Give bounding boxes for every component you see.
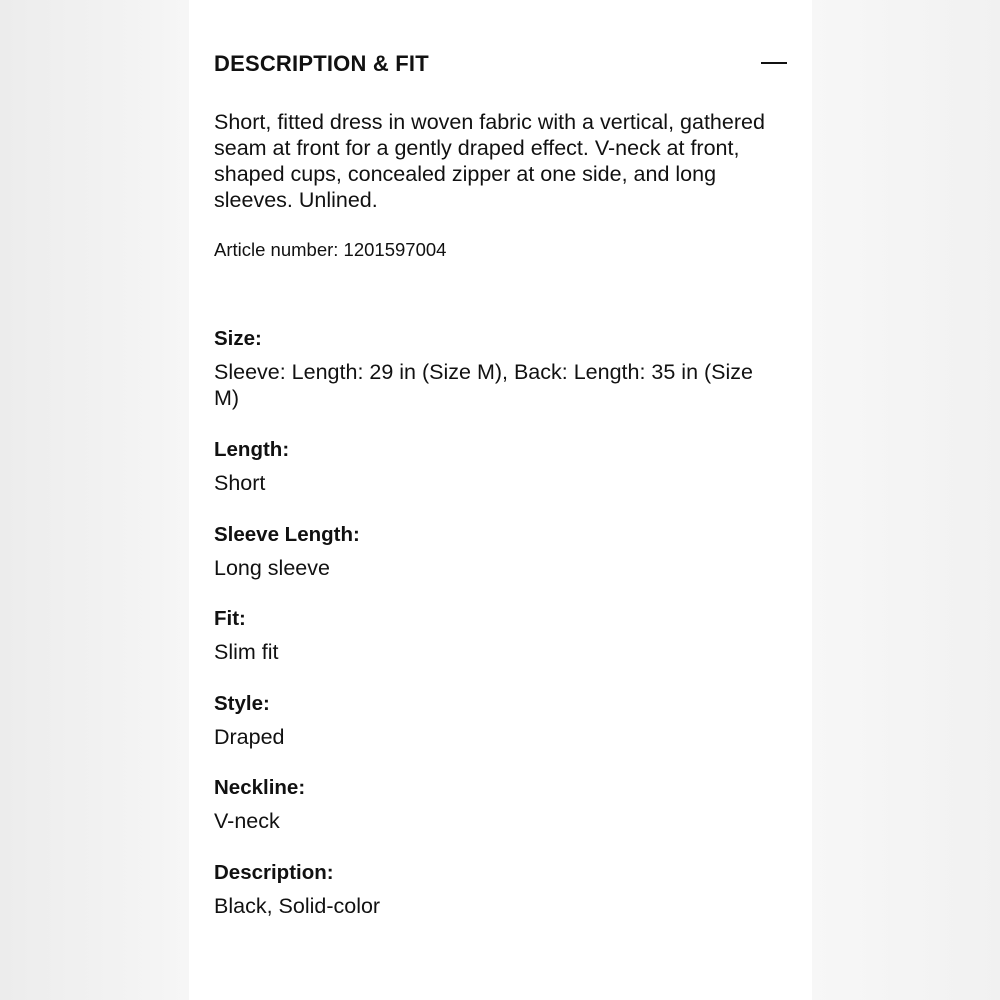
attribute-label: Style: [214, 692, 270, 715]
attribute-value: Draped [214, 725, 285, 749]
attribute-value: Black, Solid-color [214, 894, 381, 918]
background-left [0, 0, 189, 1000]
product-description: Short, fitted dress in woven fabric with a vertical, gathered seam at front for a gently draped effect. V-neck at front, shaped cups, concealed zipper at one side, and long sleeves. Unlined. [214, 110, 765, 212]
attribute-label: Fit: [214, 607, 246, 630]
description-fit-panel [189, 0, 812, 1000]
background-right [812, 0, 1000, 1000]
attribute-label: Size: [214, 327, 262, 350]
attribute-value: Slim fit [214, 640, 279, 664]
attribute-label: Description: [214, 861, 334, 884]
attribute-length [214, 437, 779, 496]
attribute-fit [214, 606, 779, 665]
attribute-label: Neckline: [214, 776, 306, 799]
attribute-sleeve-length [214, 522, 779, 581]
attribute-value: Sleeve: Length: 29 in (Size M), Back: Length: 35 in (Size M) [214, 360, 753, 410]
attribute-neckline [214, 775, 779, 834]
attribute-label: Sleeve Length: [214, 523, 360, 546]
collapse-button[interactable] [760, 52, 788, 76]
minus-icon [761, 62, 787, 64]
article-number: Article number: 1201597004 [214, 239, 447, 260]
attribute-value: Long sleeve [214, 556, 330, 580]
attribute-style [214, 691, 779, 750]
attribute-value: V-neck [214, 809, 280, 833]
accordion-header[interactable] [214, 49, 788, 79]
attribute-label: Length: [214, 438, 290, 461]
attribute-value: Short [214, 471, 266, 495]
attribute-size [214, 326, 779, 411]
attribute-description [214, 860, 779, 919]
section-title: DESCRIPTION & FIT [214, 51, 429, 76]
